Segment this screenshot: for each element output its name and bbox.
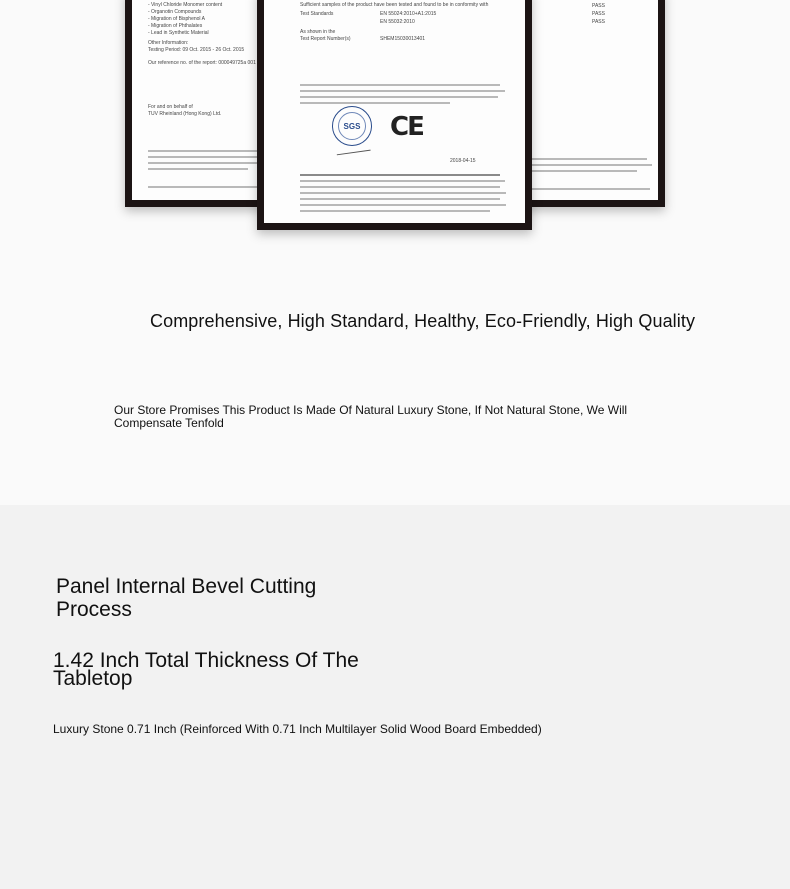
cert-right-result: PASS <box>592 19 605 25</box>
cert-center-line: Test Report Number(s) <box>300 36 351 42</box>
cert-left-line: Our reference no. of the report: 000049725a 001 <box>148 60 256 66</box>
material-note: Luxury Stone 0.71 Inch (Reinforced With 0.71 Inch Multilayer Solid Wood Board Embedded) <box>53 722 542 736</box>
cert-center-line: As shown in the <box>300 29 336 35</box>
cert-left-line: - Lead in Synthetic Material <box>148 30 209 36</box>
cert-center-rule <box>300 102 450 104</box>
cert-center-line: SHEM15030013401 <box>380 36 426 42</box>
cert-center-rule <box>300 96 498 98</box>
certificate-center-frame <box>257 0 532 230</box>
cert-left-line: For and on behalf of <box>148 104 193 110</box>
cert-center-line: EN 55032:2010 <box>380 19 415 25</box>
cert-left-line: Testing Period: 09 Oct. 2015 - 26 Oct. 2015 <box>148 47 245 53</box>
cert-left-line: - Organotin Compounds <box>148 9 202 15</box>
cert-right-result: PASS <box>592 3 605 9</box>
cert-right-rule <box>532 158 647 160</box>
cert-center-rule <box>300 192 506 194</box>
cert-center-line: Sufficient samples of the product have been tested and found to be in conformity with <box>300 2 489 8</box>
cert-center-date: 2018-04-15 <box>450 158 476 164</box>
cert-right-rule <box>532 170 637 172</box>
cert-left-rule <box>148 186 266 188</box>
certificate-right-sheet <box>512 0 658 200</box>
cert-right-rule <box>532 188 650 190</box>
cert-center-rule <box>300 90 505 92</box>
cert-left-line: - Migration of Phthalates <box>148 23 203 29</box>
thickness-title: 1.42 Inch Total Thickness Of The Tabletop <box>53 649 359 690</box>
cert-right-rule <box>532 164 652 166</box>
cert-center-rule <box>300 210 490 212</box>
cert-right-result <box>592 0 605 1</box>
bevel-process-title: Panel Internal Bevel Cutting Process <box>56 575 317 621</box>
cert-center-rule <box>300 198 500 200</box>
product-detail-section <box>0 505 790 889</box>
quality-headline: Comprehensive, High Standard, Healthy, Eco-Friendly, High Quality <box>150 311 696 331</box>
cert-center-rule <box>300 180 505 182</box>
cert-center-rule <box>300 186 500 188</box>
cert-left-line: TUV Rheinland (Hong Kong) Ltd. <box>148 111 222 117</box>
ce-mark-icon: CE <box>390 112 423 142</box>
cert-left-rule <box>148 162 263 164</box>
cert-left-line: - Vinyl Chloride Monomer content <box>148 2 223 8</box>
cert-center-line: Test Standards <box>300 11 334 17</box>
store-promise-text: Our Store Promises This Product Is Made Of Natural Luxury Stone, If Not Natural Stone, We Will Compensate Tenfold <box>114 403 628 430</box>
cert-left-rule <box>148 150 268 152</box>
certificate-center-sheet <box>264 0 525 223</box>
cert-center-rule <box>300 204 506 206</box>
sgs-stamp-icon: SGS <box>332 106 372 146</box>
cert-center-rule <box>300 84 500 86</box>
cert-left-rule <box>148 156 258 158</box>
cert-center-rule <box>300 174 500 176</box>
cert-left-line: - Migration of Bisphenol A <box>148 16 205 22</box>
cert-right-result: PASS <box>592 11 605 17</box>
cert-left-line: Other Information: <box>148 40 189 46</box>
cert-left-rule <box>148 168 248 170</box>
cert-center-line: EN 55024:2010+A1:2015 <box>380 11 437 17</box>
